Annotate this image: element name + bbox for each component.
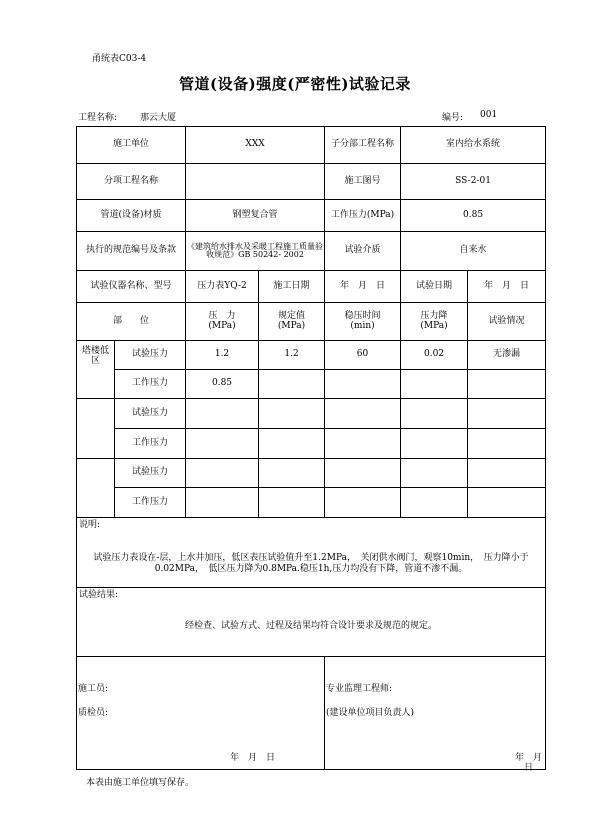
notes-cell — [77, 518, 546, 588]
result-cell: 无渗漏 — [468, 341, 546, 370]
instrument-value: 压力表YQ-2 — [186, 271, 259, 303]
result-cell-block — [77, 588, 546, 657]
pressure-cell: 1.2 — [186, 341, 259, 370]
drop-cell — [401, 488, 468, 518]
footer-note: 本表由施工单位填写保存。 — [86, 778, 195, 788]
result-cell — [468, 459, 546, 488]
spec-cell — [259, 399, 325, 429]
test-medium-label: 试验介质 — [325, 232, 401, 271]
drawing-no-value: SS-2-01 — [401, 164, 546, 200]
project-name: 那云大厦 — [140, 113, 177, 123]
result-cell — [468, 399, 546, 429]
spec-cell — [259, 488, 325, 518]
spec-cell — [259, 370, 325, 399]
result-cell — [468, 370, 546, 399]
drawing-no-label: 施工图号 — [325, 164, 401, 200]
pressure-header — [186, 303, 259, 341]
supervisor-label: 专业监理工程师: — [326, 684, 393, 694]
sub-project-value: 室内给水系统 — [401, 127, 546, 164]
part-cell — [77, 399, 115, 459]
spec-header-title: 规定值 — [278, 310, 306, 321]
sub-project-label: 子分部工程名称 — [325, 127, 401, 164]
result-text: 经检查、试验方式、过程及结果均符合设计要求及规范的规定。 — [185, 620, 438, 631]
standard-value: 《建筑给水排水及采暖工程施工质量验收规范》GB 50242- 2002 — [186, 232, 325, 271]
item-project-label: 分项工程名称 — [77, 164, 186, 200]
table-row — [77, 399, 546, 429]
pipe-material-label: 管道(设备)材质 — [77, 200, 186, 232]
part-header: 部 位 — [77, 303, 186, 341]
row-type: 工作压力 — [115, 370, 186, 399]
time-cell: 60 — [325, 341, 401, 370]
number-value: 001 — [480, 110, 498, 120]
row-type: 试验压力 — [115, 399, 186, 429]
instrument-label: 试验仪器名称、型号 — [77, 271, 186, 303]
table-row — [77, 429, 546, 459]
construction-unit-label: 施工单位 — [77, 127, 186, 164]
table-row — [77, 341, 546, 370]
table-row — [77, 459, 546, 488]
left-date: 年 月 日 — [230, 753, 276, 763]
time-cell — [325, 429, 401, 459]
drop-cell: 0.02 — [401, 341, 468, 370]
drop-header-unit: (MPa) — [420, 320, 448, 331]
time-cell — [325, 399, 401, 429]
test-medium-value: 自来水 — [401, 232, 546, 271]
project-label: 工程名称: — [78, 113, 118, 123]
drop-header-title: 压力降 — [420, 310, 448, 321]
right-date: 年 月 日 — [515, 753, 552, 773]
time-header-title: 稳压时间 — [344, 310, 381, 321]
form-code: 甬统表C03-4 — [92, 54, 147, 64]
table-row — [77, 370, 546, 399]
time-header-unit: (min) — [350, 320, 375, 331]
drop-cell — [401, 459, 468, 488]
construction-date-value: 年 月 日 — [325, 271, 401, 303]
owner-label: (建设单位项目负责人) — [326, 708, 415, 718]
pipe-material-value: 钢塑复合管 — [186, 200, 325, 232]
construction-unit-value: XXX — [186, 127, 325, 164]
pressure-cell — [186, 429, 259, 459]
row-type: 工作压力 — [115, 488, 186, 518]
time-cell — [325, 370, 401, 399]
spec-header-unit: (MPa) — [277, 320, 306, 331]
drop-header — [401, 303, 468, 341]
builder-label: 施工员: — [78, 684, 109, 694]
pressure-header-title: 压 力 — [208, 310, 236, 321]
pressure-header-unit: (MPa) — [208, 320, 236, 331]
page-title: 管道(设备)强度(严密性)试验记录 — [179, 75, 411, 93]
row-type: 工作压力 — [115, 429, 186, 459]
spec-cell: 1.2 — [259, 341, 325, 370]
working-pressure-value: 0.85 — [401, 200, 546, 232]
test-date-label: 试验日期 — [401, 271, 468, 303]
number-label: 编号: — [442, 113, 464, 123]
test-date-value: 年 月 日 — [468, 271, 546, 303]
table-row — [77, 488, 546, 518]
spec-cell — [259, 429, 325, 459]
result-cell — [468, 488, 546, 518]
spec-cell — [259, 459, 325, 488]
part-cell — [77, 459, 115, 518]
pressure-cell — [186, 459, 259, 488]
standard-label: 执行的规范编号及条款 — [77, 232, 186, 271]
record-table — [76, 126, 552, 773]
row-type: 试验压力 — [115, 459, 186, 488]
construction-date-label: 施工日期 — [259, 271, 325, 303]
signature-left — [77, 657, 325, 770]
drop-cell — [401, 429, 468, 459]
result-label: 试验结果: — [79, 590, 119, 600]
time-cell — [325, 488, 401, 518]
row-type: 试验压力 — [115, 341, 186, 370]
time-header — [325, 303, 401, 341]
notes-text: 试验压力表设在-层，上水井加压，低区表压试验值升至1.2MPa， 关闭供水阀门，观察10min， 压力降小于0.02MPa， 低区压力降为0.8MPa.稳压1h,压力均没有下降，管道不渗不漏。 — [93, 552, 529, 575]
pressure-cell — [186, 399, 259, 429]
notes-label: 说明: — [79, 520, 101, 530]
result-cell — [468, 429, 546, 459]
item-project-value — [186, 164, 325, 200]
working-pressure-label: 工作压力(MPa) — [325, 200, 401, 232]
drop-cell — [401, 399, 468, 429]
pressure-cell: 0.85 — [186, 370, 259, 399]
spec-header — [259, 303, 325, 341]
time-cell — [325, 459, 401, 488]
result-header: 试验情况 — [468, 303, 546, 341]
signature-right — [325, 657, 552, 773]
inspector-label: 质检员: — [78, 708, 109, 718]
drop-cell — [401, 370, 468, 399]
part-cell: 塔楼低区 — [77, 341, 115, 399]
pressure-cell — [186, 488, 259, 518]
